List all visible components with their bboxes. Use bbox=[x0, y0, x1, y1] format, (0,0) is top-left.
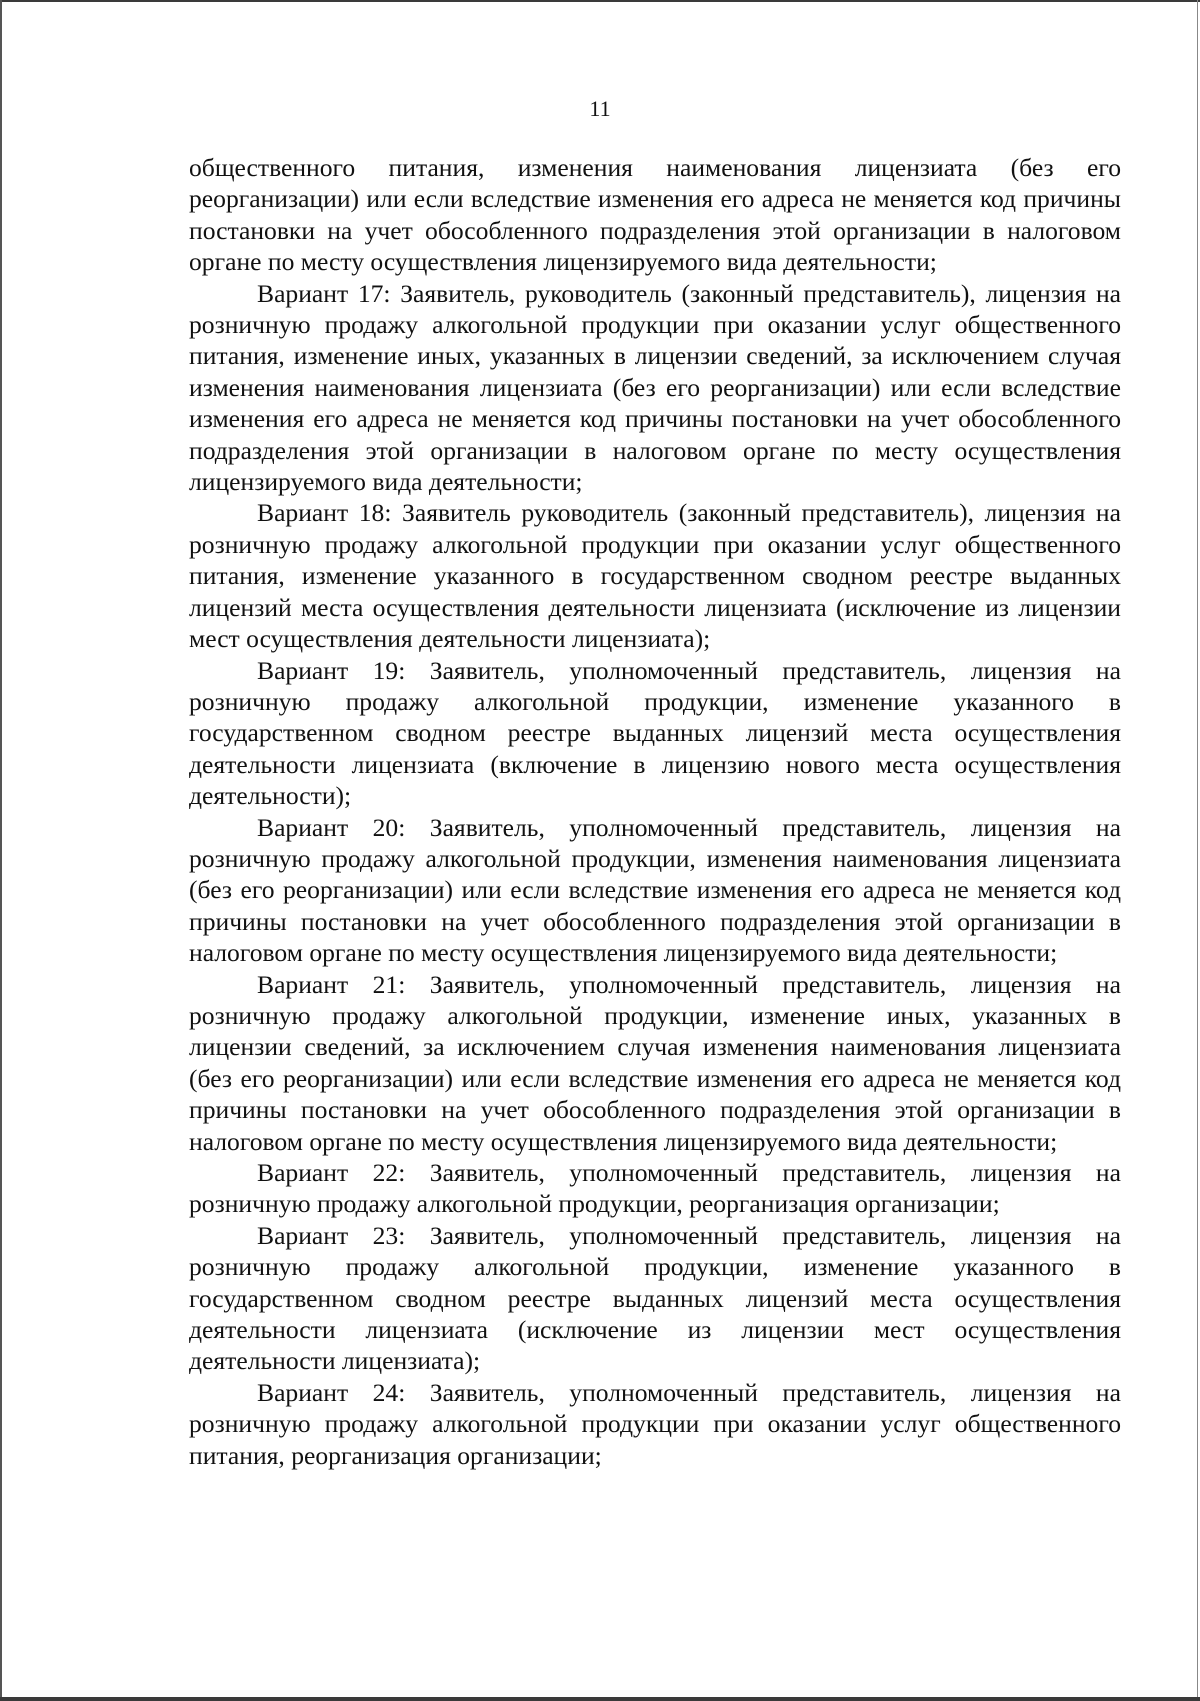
paragraph-variant-22: Вариант 22: Заявитель, уполномоченный представитель, лицензия на розничную продажу алкогольной продукции, реорганизация организации; bbox=[189, 1158, 1121, 1219]
page-edge-bottom bbox=[0, 1697, 1200, 1701]
paragraph-variant-23: Вариант 23: Заявитель, уполномоченный представитель, лицензия на розничную продажу алкогольной продукции, изменение указанного в государственном сводном реестре выданных лицензий места осуществления деятельности лицензиата (исключение из лицензии мест осуществления деятельности лицензиата); bbox=[189, 1220, 1121, 1376]
paragraph-variant-18: Вариант 18: Заявитель руководитель (законный представитель), лицензия на розничную продажу алкогольной продукции при оказании услуг общественного питания, изменение указанного в государственном сводном реестре выданных лицензий места осуществления деятельности лицензиата (исключение из лицензии мест осуществления деятельности лицензиата); bbox=[189, 498, 1121, 654]
paragraph-variant-21: Вариант 21: Заявитель, уполномоченный представитель, лицензия на розничную продажу алкогольной продукции, изменение иных, указанных в лицензии сведений, за исключением случая изменения наименования лицензиата (без его реорганизации) или если вследствие изменения его адреса не меняется код причины постановки на учет обособленного подразделения этой организации в налоговом органе по месту осуществления лицензируемого вида деятельности; bbox=[189, 969, 1121, 1156]
paragraph-variant-20: Вариант 20: Заявитель, уполномоченный представитель, лицензия на розничную продажу алкогольной продукции, изменения наименования лицензиата (без его реорганизации) или если вследствие изменения его адреса не меняется код причины постановки на учет обособленного подразделения этой организации в налоговом органе по месту осуществления лицензируемого вида деятельности; bbox=[189, 812, 1121, 968]
page-edge-left bbox=[0, 0, 2, 1701]
page-edge-top bbox=[0, 0, 1200, 2]
paragraph-variant-24: Вариант 24: Заявитель, уполномоченный представитель, лицензия на розничную продажу алкогольной продукции при оказании услуг общественного питания, реорганизация организации; bbox=[189, 1377, 1121, 1470]
paragraph-variant-19: Вариант 19: Заявитель, уполномоченный представитель, лицензия на розничную продажу алкогольной продукции, изменение указанного в государственном сводном реестре выданных лицензий места осуществления деятельности лицензиата (включение в лицензию нового места осуществления деятельности); bbox=[189, 655, 1121, 811]
page-number: 11 bbox=[589, 96, 611, 121]
page-edge-right bbox=[1197, 0, 1198, 1701]
paragraph-continuation: общественного питания, изменения наименования лицензиата (без его реорганизации) или если вследствие изменения его адреса не меняется код причины постановки на учет обособленного подразделения этой организации в налоговом органе по месту осуществления лицензируемого вида деятельности; bbox=[189, 153, 1121, 277]
document-body bbox=[189, 152, 1121, 1471]
paragraph-variant-17: Вариант 17: Заявитель, руководитель (законный представитель), лицензия на розничную продажу алкогольной продукции при оказании услуг общественного питания, изменение иных, указанных в лицензии сведений, за исключением случая изменения наименования лицензиата (без его реорганизации) или если вследствие изменения его адреса не меняется код причины постановки на учет обособленного подразделения этой организации в налоговом органе по месту осуществления лицензируемого вида деятельности; bbox=[189, 278, 1121, 497]
